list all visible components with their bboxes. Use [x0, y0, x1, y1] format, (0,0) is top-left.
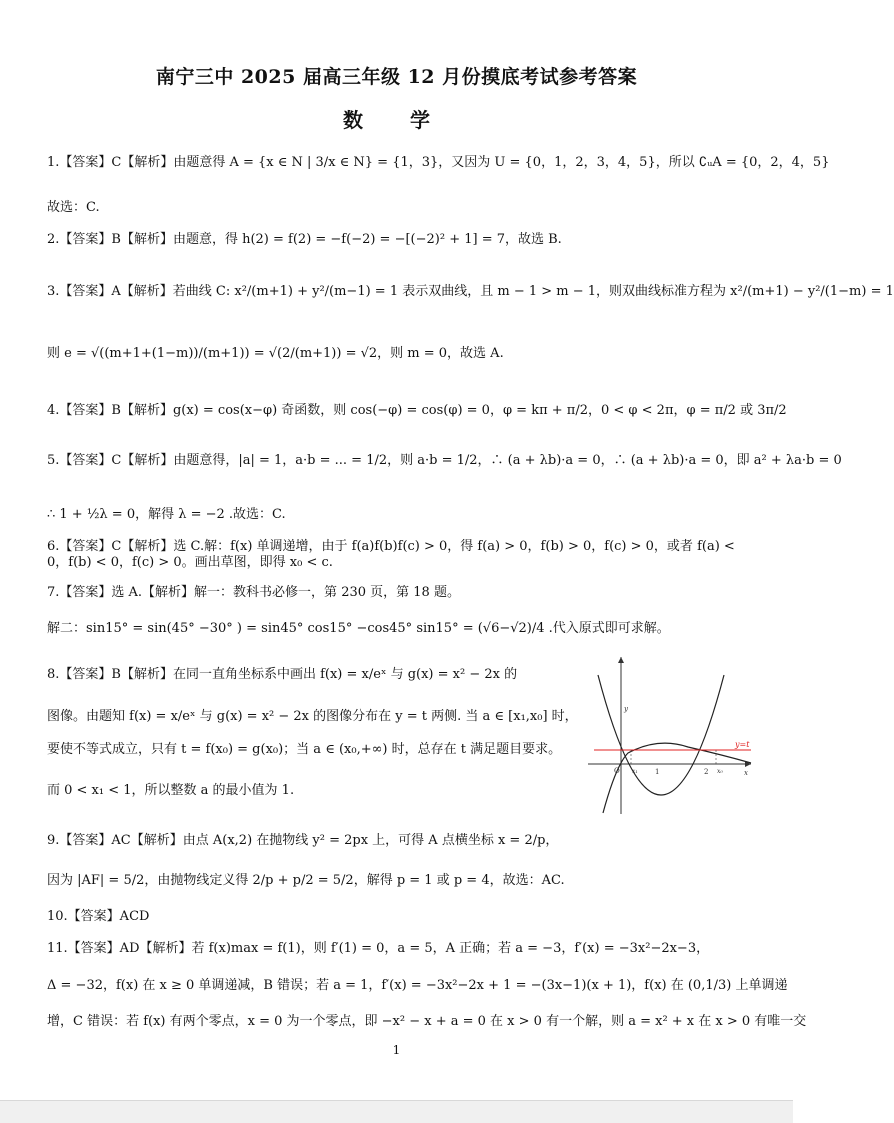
answer-1-line-1: 1.【答案】C【解析】由题意得 A = {x ∈ N | 3/x ∈ N} = {1，3}，又因为 U = {0，1，2，3，4，5}，所以 ∁ᵤA = {0，2，4，5}	[47, 155, 830, 170]
answer-7-line-1: 7.【答案】选 A.【解析】解一：教科书必修一，第 230 页，第 18 题。	[47, 585, 460, 600]
answer-4: 4.【答案】B【解析】g(x) = cos(x−φ) 奇函数，则 cos(−φ) = cos(φ) = 0，φ = kπ + π/2，0 < φ < 2π，φ = π/2 或 3π/2	[47, 403, 787, 418]
answer-7-line-2: 解二：sin15° = sin(45° −30° ) = sin45° cos15° −cos45° sin15° = (√6−√2)/4 .代入原式即可求解。	[47, 621, 670, 636]
answer-6: 6.【答案】C【解析】选 C.解：f(x) 单调递增，由于 f(a)f(b)f(c) > 0，得 f(a) > 0，f(b) > 0，f(c) > 0，或者 f(a) < 0，f(b) < 0，f(c) > 0。画出草图，即得 x₀ < c.	[47, 539, 735, 570]
answer-5-line-2: ∴ 1 + ½λ = 0，解得 λ = −2 .故选：C.	[47, 507, 286, 522]
answer-9-line-1: 9.【答案】AC【解析】由点 A(x,2) 在抛物线 y² = 2px 上，可得 A 点横坐标 x = 2/p，	[47, 833, 559, 848]
answer-3-line-2: 则 e = √((m+1+(1−m))/(m+1)) = √(2/(m+1)) = √2，则 m = 0，故选 A.	[47, 346, 504, 361]
answer-8-line-2: 图像。由题知 f(x) = x/eˣ 与 g(x) = x² − 2x 的图像分布在 y = t 两侧. 当 a ∈ [x₁,x₀] 时，	[47, 709, 578, 724]
answer-11-line-3: 增，C 错误：若 f(x) 有两个零点，x = 0 为一个零点，即 −x² − x + a = 0 在 x > 0 有一个解，则 a = x² + x 在 x > 0 有唯一交	[47, 1014, 807, 1029]
viewer-bottom-bar	[0, 1100, 793, 1123]
answer-9-line-2: 因为 |AF| = 5/2，由抛物线定义得 2/p + p/2 = 5/2，解得 p = 1 或 p = 4，故选：AC.	[47, 873, 565, 888]
answer-10: 10.【答案】ACD	[47, 909, 150, 924]
y-axis-arrow-icon	[618, 657, 624, 663]
parabola-curve	[598, 675, 724, 795]
line-label: y=t	[735, 740, 750, 749]
answer-8-line-3: 要使不等式成立，只有 t = f(x₀) = g(x₀)；当 a ∈ (x₀,+∞) 时，总存在 t 满足题目要求。	[47, 742, 562, 757]
answer-1-line-2: 故选：C.	[47, 200, 100, 215]
answer-3-line-1: 3.【答案】A【解析】若曲线 C: x²/(m+1) + y²/(m−1) = 1 表示双曲线，且 m − 1 > m − 1，则双曲线标准方程为 x²/(m+1) − y²/(1−m) = 1	[47, 284, 894, 299]
answer-11-line-1: 11.【答案】AD【解析】若 f(x)max = f(1)，则 f′(1) = 0，a = 5，A 正确；若 a = −3，f′(x) = −3x²−2x−3，	[47, 941, 710, 956]
function-graph	[588, 655, 753, 815]
page-title: 南宁三中 2025 届高三年级 12 月份摸底考试参考答案	[155, 66, 638, 88]
subject-heading: 数 学	[343, 108, 450, 132]
one-label: 1	[655, 768, 660, 776]
answer-11-line-2: Δ = −32，f(x) 在 x ≥ 0 单调递减，B 错误；若 a = 1，f′(x) = −3x²−2x + 1 = −(3x−1)(x + 1)，f(x) 在 (0,1/3) 上单调递	[47, 978, 788, 993]
exp-curve	[603, 743, 751, 813]
answer-8-line-4: 而 0 < x₁ < 1，所以整数 a 的最小值为 1.	[47, 783, 295, 798]
answer-2: 2.【答案】B【解析】由题意，得 h(2) = f(2) = −f(−2) = −[(−2)² + 1] = 7，故选 B.	[47, 232, 562, 247]
answer-5-line-1: 5.【答案】C【解析】由题意得，|a| = 1，a·b = ... = 1/2，则 a·b = 1/2，∴ (a + λb)·a = 0，∴ (a + λb)·a = 0，即 a² + λa·b = 0	[47, 453, 842, 468]
page-number: 1	[392, 1043, 401, 1057]
origin-label: O	[614, 767, 620, 775]
y-axis-label: y	[624, 705, 628, 713]
x-axis-label: x	[744, 769, 748, 777]
x0-label: x₀	[717, 768, 723, 775]
two-label: 2	[704, 768, 709, 776]
x1-label: x₁	[632, 768, 638, 775]
answer-8-line-1: 8.【答案】B【解析】在同一直角坐标系中画出 f(x) = x/eˣ 与 g(x) = x² − 2x 的	[47, 667, 518, 682]
